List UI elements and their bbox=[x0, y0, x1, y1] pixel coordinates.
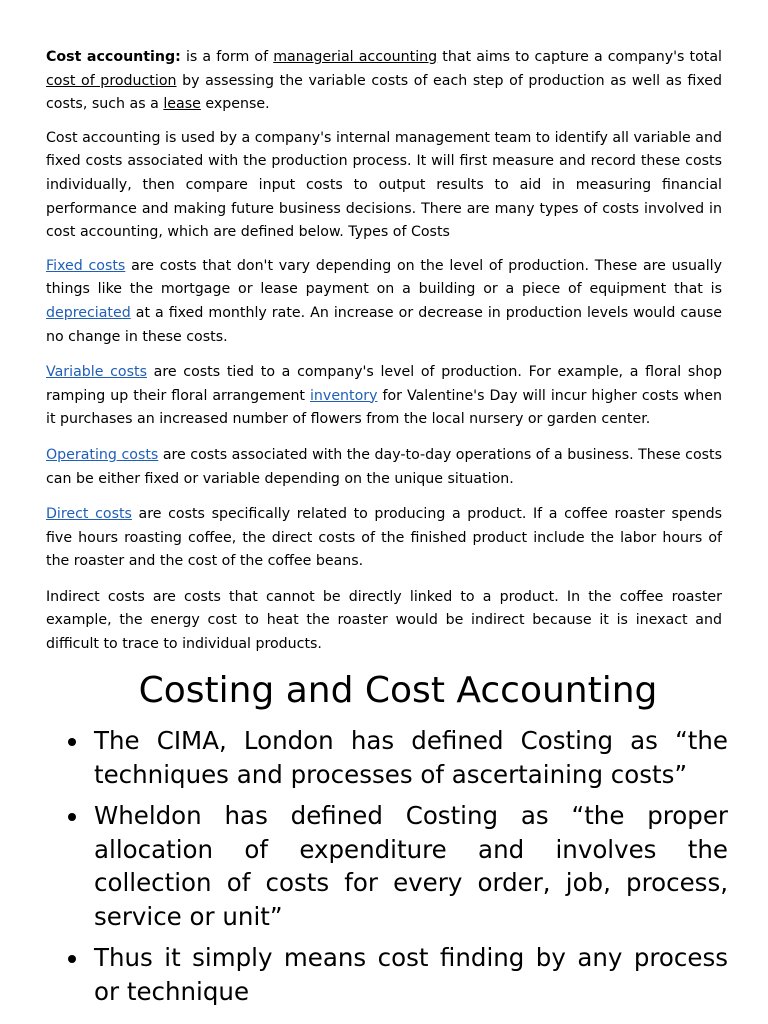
text-segment: that aims to capture a company's total bbox=[437, 49, 722, 65]
bullet-icon bbox=[68, 813, 76, 821]
link-lease[interactable]: lease bbox=[163, 96, 201, 113]
slide-bullet-text: Thus it simply means cost finding by any process or technique bbox=[94, 943, 728, 1006]
document-body bbox=[46, 46, 722, 667]
bullet-icon bbox=[68, 955, 76, 963]
link-cost-of-production[interactable]: cost of production bbox=[46, 72, 177, 89]
link-managerial-accounting[interactable]: managerial accounting bbox=[273, 49, 438, 65]
text-segment: are costs associated with the day-to-day operations of a business. These costs can be either fixed or variable depending on the unique situation. bbox=[46, 446, 722, 487]
paragraph-cost-accounting-usage: Cost accounting is used by a company's internal management team to identify all variable and fixed costs associated with the production process. It will first measure and record these costs individually, then compare input costs to output results to aid in measuring financial performance and making future business decisions. There are many types of costs involved in cost accounting, which are defined below. Types of Costs bbox=[46, 129, 722, 241]
link-operating-costs[interactable]: Operating costs bbox=[46, 446, 159, 463]
link-depreciated[interactable]: depreciated bbox=[46, 304, 131, 321]
slide-bullet-text: Wheldon has defined Costing as “the proper allocation of expenditure and involves the collection of costs for every order, job, process, service or unit” bbox=[94, 801, 728, 931]
slide-bullet bbox=[68, 799, 728, 933]
text-segment: are costs specifically related to producing a product. If a coffee roaster spends five hours roasting coffee, the direct costs of the finished product include the labor hours of the roaster and the cost of the coffee beans. bbox=[46, 506, 722, 570]
paragraph-cost-accounting bbox=[46, 46, 722, 117]
link-fixed-costs[interactable]: Fixed costs bbox=[46, 257, 126, 274]
text-segment: for Valentine's Day will incur higher costs when it purchases an increased number of flowers from the local nursery or garden center. bbox=[46, 387, 722, 428]
link-variable-costs[interactable]: Variable costs bbox=[46, 364, 147, 381]
slide-title: Costing and Cost Accounting bbox=[138, 670, 658, 711]
text-segment: is a form of bbox=[180, 49, 274, 65]
paragraph-variable-costs bbox=[46, 361, 722, 432]
text-segment: by assessing the variable costs of each step of production as well as fixed costs, such as a bbox=[46, 72, 723, 113]
text-segment: at a fixed monthly rate. An increase or decrease in production levels would cause no change in these costs. bbox=[46, 304, 722, 345]
link-direct-costs[interactable]: Direct costs bbox=[46, 506, 132, 523]
bullet-icon bbox=[68, 738, 76, 746]
embedded-slide-image bbox=[68, 668, 728, 1006]
text-segment: are costs tied to a company's level of production. For example, a floral shop ramping up their floral arrangement bbox=[46, 364, 722, 404]
slide-bullet-list bbox=[68, 724, 728, 1008]
paragraph-direct-costs bbox=[46, 503, 722, 574]
text-segment: are costs that don't vary depending on the level of production. These are usually things like the mortgage or lease payment on a building or a piece of equipment that is bbox=[46, 257, 722, 298]
slide-bullet bbox=[68, 941, 728, 1008]
paragraph-operating-costs bbox=[46, 444, 722, 491]
slide-bullet-text: The CIMA, London has defined Costing as “the techniques and processes of ascertaining costs” bbox=[94, 726, 728, 789]
term-cost-accounting: Cost accounting: bbox=[46, 49, 181, 65]
paragraph-fixed-costs bbox=[46, 255, 722, 349]
paragraph-indirect-costs: Indirect costs are costs that cannot be directly linked to a product. In the coffee roaster example, the energy cost to heat the roaster would be indirect because it is inexact and difficult to trace to individual products. bbox=[46, 588, 722, 653]
slide-bullet bbox=[68, 724, 728, 791]
text-segment: expense. bbox=[200, 96, 270, 113]
link-inventory[interactable]: inventory bbox=[309, 387, 378, 404]
